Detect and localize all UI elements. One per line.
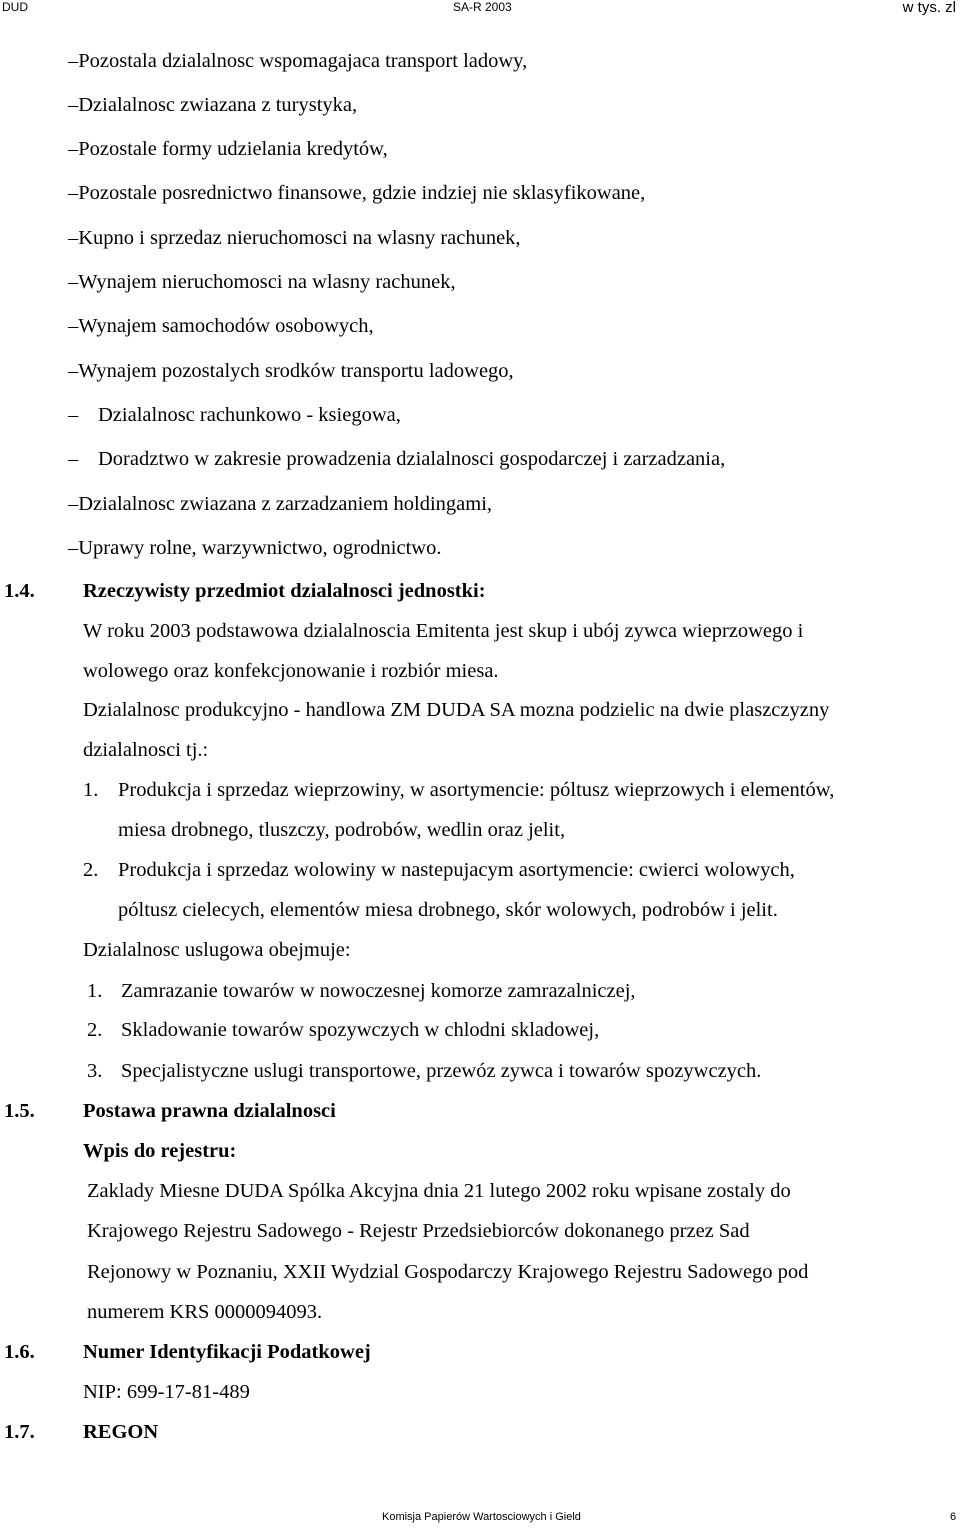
paragraph-line: wolowego oraz konfekcjonowanie i rozbiór miesa. — [83, 660, 499, 682]
activity-item: –Wynajem samochodów osobowych, — [68, 315, 374, 337]
paragraph-line: W roku 2003 podstawowa dzialalnoscia Emitenta jest skup i ubój zywca wieprzowego i — [83, 620, 804, 642]
activity-item: –Wynajem pozostalych srodków transportu ladowego, — [68, 360, 514, 382]
section-number: 1.5. — [4, 1100, 35, 1122]
list-number: 1. — [87, 980, 103, 1002]
list-item-line: Skladowanie towarów spozywczych w chlodni skladowej, — [121, 1019, 600, 1041]
section-title: REGON — [83, 1421, 159, 1443]
nip-value: NIP: 699-17-81-489 — [83, 1381, 250, 1403]
paragraph-line: Rejonowy w Poznaniu, XXII Wydzial Gospodarczy Krajowego Rejestru Sadowego pod — [87, 1261, 809, 1283]
paragraph-line: numerem KRS 0000094093. — [87, 1301, 323, 1323]
dash-marker: – — [68, 50, 79, 72]
dash-marker: – — [68, 493, 79, 515]
list-item-line: póltusz cielecych, elementów miesa drobnego, skór wolowych, podrobów i jelit. — [118, 899, 778, 921]
header-right: w tys. zl — [902, 0, 956, 16]
activity-item: –Kupno i sprzedaz nieruchomosci na wlasny rachunek, — [68, 227, 521, 249]
dash-marker: – — [68, 138, 79, 160]
section-number: 1.4. — [4, 580, 35, 602]
dash-marker: – — [68, 182, 79, 204]
list-item-line: Zamrazanie towarów w nowoczesnej komorze zamrazalniczej, — [121, 980, 636, 1002]
footer-text: Komisja Papierów Wartosciowych i Gield — [382, 1511, 581, 1523]
section-title: Rzeczywisty przedmiot dzialalnosci jednostki: — [83, 580, 486, 602]
paragraph-line: Krajowego Rejestru Sadowego - Rejestr Przedsiebiorców dokonanego przez Sad — [87, 1220, 750, 1242]
dash-marker: – — [68, 271, 79, 293]
list-item-line: Produkcja i sprzedaz wolowiny w nastepujacym asortymencie: cwierci wolowych, — [118, 859, 795, 881]
header-center: SA-R 2003 — [453, 0, 512, 14]
activity-item: – Dzialalnosc rachunkowo - ksiegowa, — [68, 404, 401, 426]
dash-marker: – — [68, 404, 79, 426]
dash-marker: – — [68, 94, 79, 116]
activity-item: –Dzialalnosc zwiazana z turystyka, — [68, 94, 358, 116]
activity-item: –Dzialalnosc zwiazana z zarzadzaniem holdingami, — [68, 493, 493, 515]
page-number: 6 — [950, 1511, 957, 1523]
section-title: Numer Identyfikacji Podatkowej — [83, 1341, 371, 1363]
section-number: 1.6. — [4, 1341, 35, 1363]
dash-marker: – — [68, 227, 79, 249]
paragraph-line: Dzialalnosc uslugowa obejmuje: — [83, 939, 351, 961]
dash-marker: – — [68, 360, 79, 382]
list-item-line: Produkcja i sprzedaz wieprzowiny, w asortymencie: póltusz wieprzowych i elementów, — [118, 779, 835, 801]
dash-marker: – — [68, 537, 79, 559]
activity-item: –Pozostale formy udzielania kredytów, — [68, 138, 388, 160]
paragraph-line: dzialalnosci tj.: — [83, 739, 209, 761]
activity-item: –Wynajem nieruchomosci na wlasny rachunek, — [68, 271, 456, 293]
list-item-line: miesa drobnego, tluszczy, podrobów, wedlin oraz jelit, — [118, 819, 566, 841]
dash-marker: – — [68, 448, 79, 470]
list-number: 2. — [83, 859, 99, 881]
header-left: DUD — [2, 0, 28, 14]
list-number: 1. — [83, 779, 99, 801]
section-number: 1.7. — [4, 1421, 35, 1443]
activity-item: –Pozostala dzialalnosc wspomagajaca transport ladowy, — [68, 50, 528, 72]
activity-item: –Pozostale posrednictwo finansowe, gdzie indziej nie sklasyfikowane, — [68, 182, 646, 204]
list-number: 3. — [87, 1060, 103, 1082]
paragraph-line: Zaklady Miesne DUDA Spólka Akcyjna dnia 21 lutego 2002 roku wpisane zostaly do — [87, 1180, 791, 1202]
dash-marker: – — [68, 315, 79, 337]
list-item-line: Specjalistyczne uslugi transportowe, przewóz zywca i towarów spozywczych. — [121, 1060, 762, 1082]
subsection-title: Wpis do rejestru: — [83, 1140, 237, 1162]
activity-item: – Doradztwo w zakresie prowadzenia dzialalnosci gospodarczej i zarzadzania, — [68, 448, 726, 470]
list-number: 2. — [87, 1019, 103, 1041]
section-title: Postawa prawna dzialalnosci — [83, 1100, 336, 1122]
paragraph-line: Dzialalnosc produkcyjno - handlowa ZM DUDA SA mozna podzielic na dwie plaszczyzny — [83, 699, 830, 721]
activity-item: –Uprawy rolne, warzywnictwo, ogrodnictwo. — [68, 537, 442, 559]
